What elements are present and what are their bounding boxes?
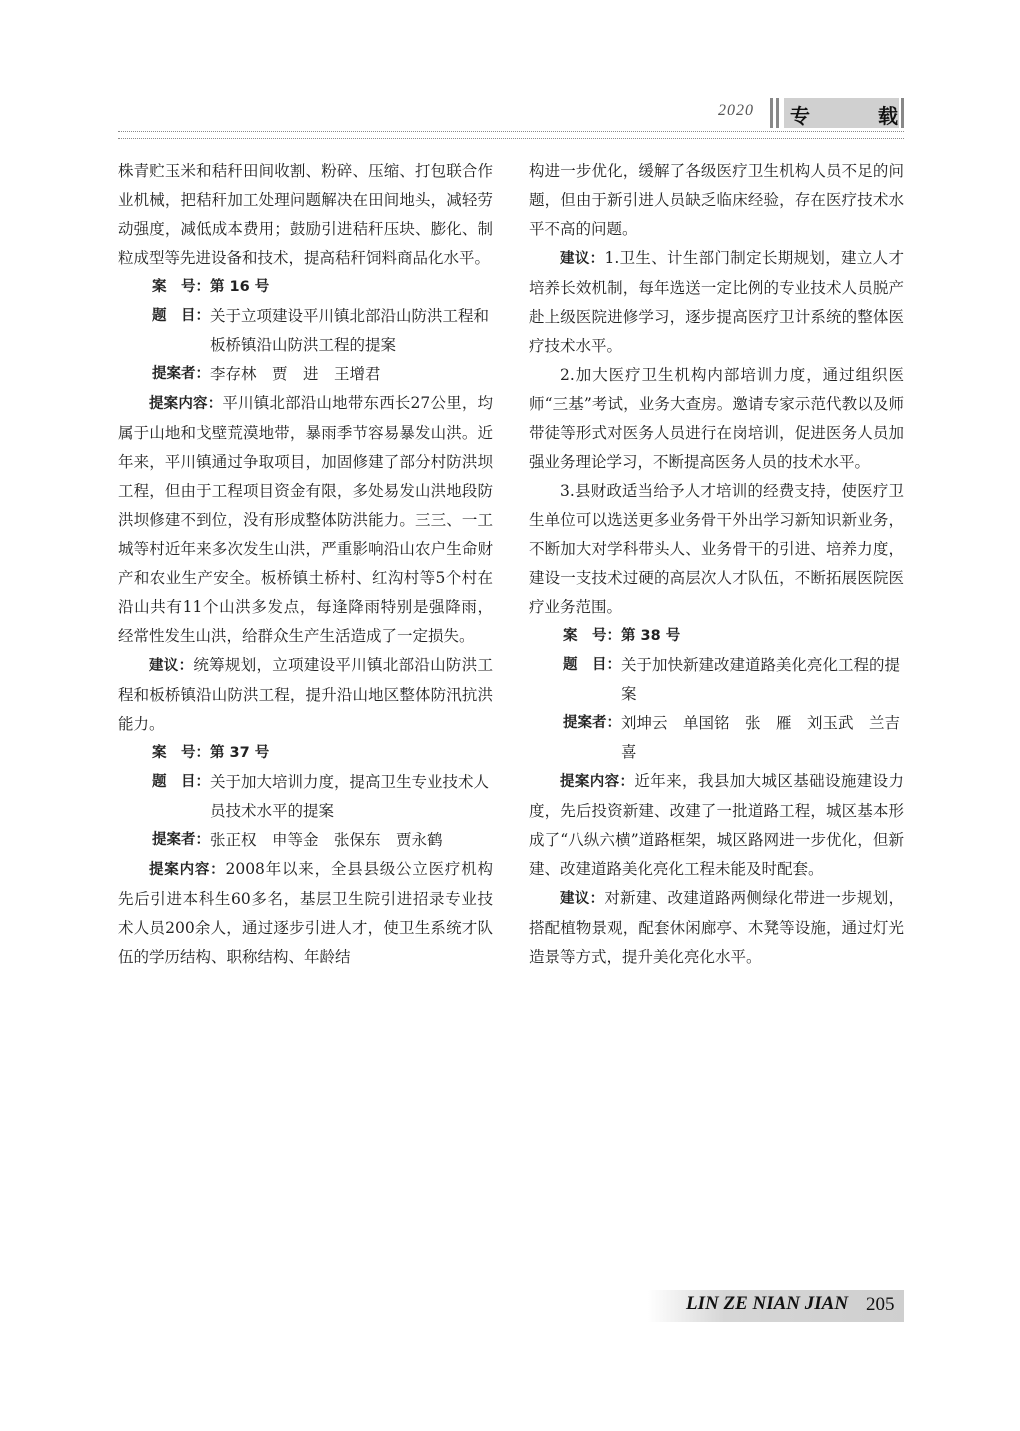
section-char-1: 专 — [790, 104, 810, 128]
case-16-content: 提案内容：平川镇北部沿山地带东西长27公里，均属于山地和戈壁荒漠地带，暴雨季节容易暴发山洪。近年来，平川镇通过争取项目，加固修建了部分村防洪坝工程，但由于工程项目资金有限，多处易发山洪地段防洪坝修建不到位，没有形成整体防洪能力。三三、一工城等村近年来多次发生山洪，严重影响沿山农户生命财产和农业生产安全。板桥镇土桥村、红沟村等5个村在沿山共有11个山洪多发点，每逢降雨特别是强降雨，经常性发生山洪，给群众生产生活造成了一定损失。 — [118, 394, 493, 645]
case-37-content: 提案内容：2008年以来，全县县级公立医疗机构先后引进本科生60多名，基层卫生院引进招录专业技术人员200余人，通过逐步引进人才，使卫生系统才队伍的学历结构、职称结构、年龄结 — [118, 860, 494, 966]
case-37-suggestion-1: 建议：1.卫生、计生部门制定长期规划，建立人才培养长效机制，每年选送一定比例的专业技术人员脱产赴上级医院进修学习，逐步提高医疗卫计系统的整体医疗技术水平。 — [529, 249, 905, 355]
case-37-proposer: 提案者： 张正权 申等金 张保东 贾永鹤 — [152, 831, 443, 849]
case-38-number: 案 号： 第 38 号 — [563, 628, 681, 644]
section-char-2: 载 — [878, 104, 898, 128]
case-16-proposer: 提案者： 李存林 贾 进 王增君 — [152, 365, 381, 383]
case-37-title: 题 目： 关于加大培训力度，提高卫生专业技术人员技术水平的提案 — [152, 773, 490, 820]
case-16-title: 题 目： 关于立项建设平川镇北部沿山防洪工程和板桥镇沿山防洪工程的提案 — [152, 307, 490, 354]
case-16-suggestion: 建议：统筹规划，立项建设平川镇北部沿山防洪工程和板桥镇沿山防洪工程，提升沿山地区整体防汛抗洪能力。 — [118, 656, 493, 733]
case-38-content: 提案内容：近年来，我县加大城区基础设施建设力度，先后投资新建、改建了一批道路工程，城区基本形成了“八纵六横”道路框架，城区路网进一步优化，但新建、改建道路美化亮化工程未能及时配套。 — [529, 772, 904, 878]
case-37-suggestion-3: 3.县财政适当给予人才培训的经费支持，使医疗卫生单位可以选送更多业务骨干外出学习新知识新业务，不断加大对学科带头人、业务骨干的引进、培养力度，建设一支技术过硬的高层次人才队伍，不断拓展医院医疗业务范围。 — [529, 482, 904, 616]
left-paragraph-continued: 株青贮玉米和秸秆田间收割、粉碎、压缩、打包联合作业机械，把秸秆加工处理问题解决在田间地头，减轻劳动强度，减低成本费用；鼓励引进秸秆压块、膨化、制粒成型等先进设备和技术，提高秸秆饲料商品化水平。 — [118, 162, 493, 267]
case-38-title: 题 目： 关于加快新建改建道路美化亮化工程的提案 — [563, 656, 901, 703]
section-title — [790, 100, 898, 129]
case-37-suggestion-2: 2.加大医疗卫生机构内部培训力度，通过组织医师“三基”考试，业务大查房。邀请专家示范代教以及师带徒等形式对医务人员进行在岗培训，促进医务人员加强业务理论学习，不断提高医务人员的技术水平。 — [529, 366, 904, 471]
page-header — [118, 96, 904, 136]
left-column — [118, 157, 493, 972]
case-38-suggestion: 建议：对新建、改建道路两侧绿化带进一步规划，搭配植物景观，配套休闲廊亭、木凳等设施，通过灯光造景等方式，提升美化亮化水平。 — [529, 889, 904, 966]
header-year: 2020 — [718, 102, 754, 119]
case-37-number: 案 号： 第 37 号 — [152, 745, 270, 761]
case-16-number: 案 号： 第 16 号 — [152, 279, 270, 295]
right-column — [529, 157, 904, 972]
page-number: 205 — [866, 1294, 895, 1315]
header-right-bar — [901, 98, 904, 128]
footer-journal-name: LIN ZE NIAN JIAN — [686, 1293, 849, 1314]
right-paragraph-continued: 构进一步优化，缓解了各级医疗卫生机构人员不足的问题，但由于新引进人员缺乏临床经验，存在医疗技术水平不高的问题。 — [529, 162, 904, 238]
header-divider — [118, 131, 904, 139]
case-38-proposer: 提案者： 刘坤云 单国铭 张 雁 刘玉武 兰吉喜 — [563, 714, 901, 761]
